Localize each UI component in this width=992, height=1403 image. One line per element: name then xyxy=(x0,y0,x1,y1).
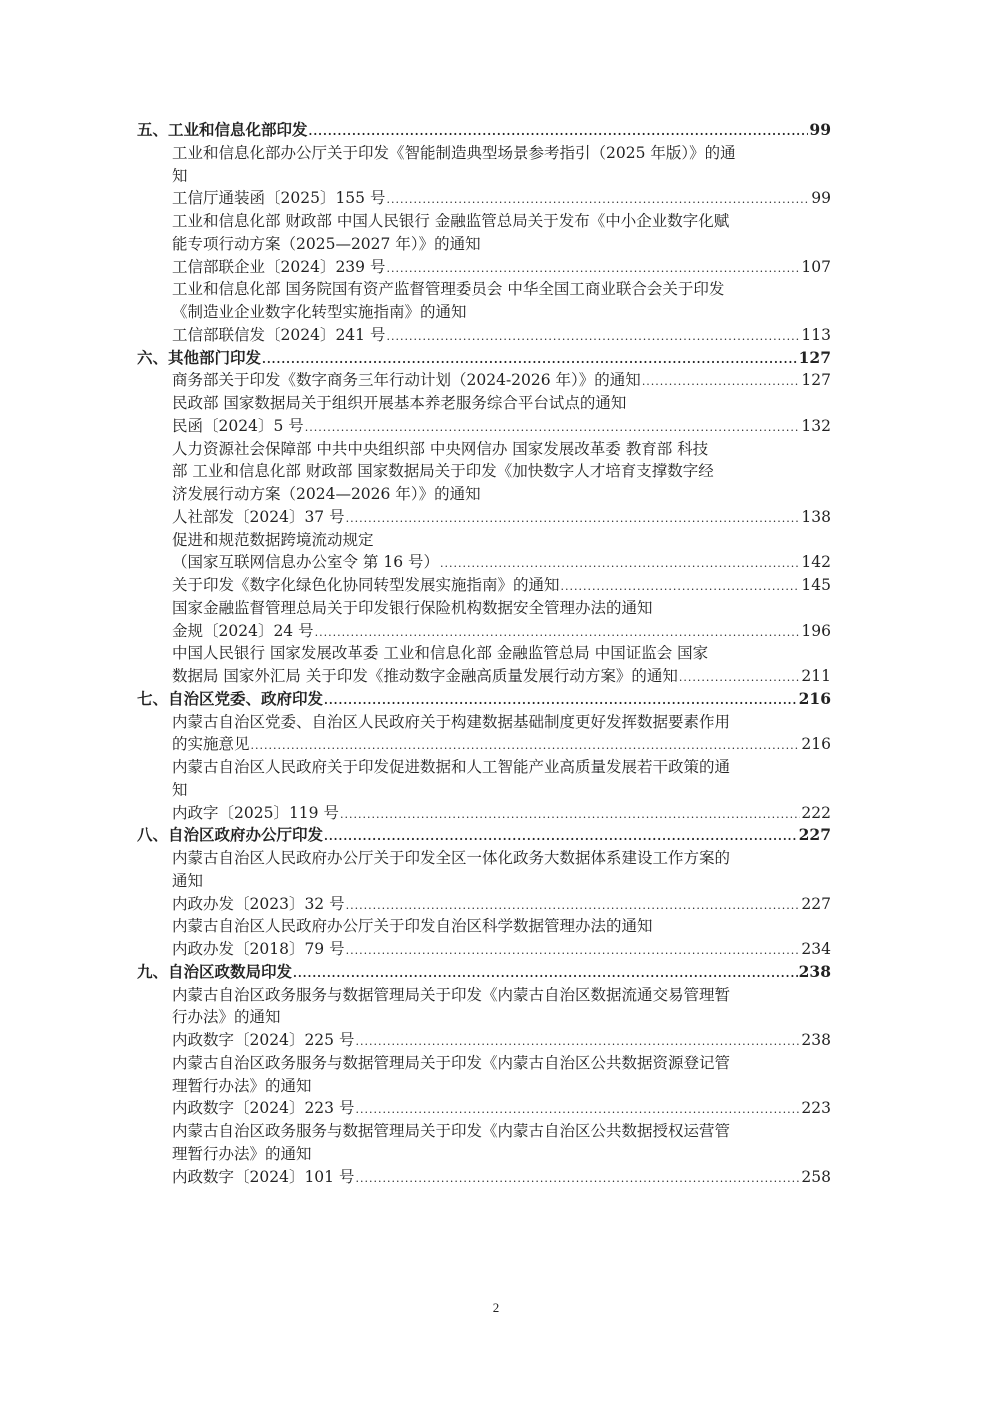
entry-page-number: 222 xyxy=(801,803,831,822)
toc-entry-line[interactable] xyxy=(137,1143,831,1166)
page-number: 2 xyxy=(492,1300,500,1315)
dot-leader xyxy=(315,622,801,645)
dot-leader xyxy=(561,576,801,599)
toc-entry-line[interactable] xyxy=(137,392,831,415)
toc-section-heading[interactable] xyxy=(137,688,831,711)
dot-leader xyxy=(386,326,800,349)
section-page-number: 127 xyxy=(798,347,831,367)
toc-entry-line[interactable] xyxy=(137,802,831,825)
entry-text: 内政数字〔2024〕225 号 xyxy=(172,1031,355,1049)
dot-leader xyxy=(355,1031,800,1054)
toc-entry-line[interactable] xyxy=(137,642,831,665)
entry-text: 知 xyxy=(172,166,188,185)
table-of-contents xyxy=(137,119,831,1188)
entry-text: 行办法》的通知 xyxy=(172,1008,281,1027)
entry-text: 工业和信息化部办公厅关于印发《智能制造典型场景参考指引（2025 年版）》的通 xyxy=(172,143,736,162)
dot-leader xyxy=(355,1168,800,1191)
toc-entry-line[interactable] xyxy=(137,256,831,279)
entry-text: 工业和信息化部 国务院国有资产监督管理委员会 中华全国工商业联合会关于印发 xyxy=(172,280,725,299)
section-title: 七、自治区党委、政府印发 xyxy=(137,688,324,708)
dot-leader xyxy=(346,895,801,918)
entry-text: 国家金融监督管理总局关于印发银行保险机构数据安全管理办法的通知 xyxy=(172,598,653,617)
entry-page-number: 142 xyxy=(801,553,831,572)
entry-text: 内蒙古自治区政务服务与数据管理局关于印发《内蒙古自治区公共数据授权运营管 xyxy=(172,1122,731,1140)
entry-text: 内政数字〔2024〕223 号 xyxy=(172,1099,355,1118)
toc-entry-line[interactable] xyxy=(137,870,831,893)
toc-entry-line[interactable] xyxy=(137,1166,831,1189)
entry-page-number: 113 xyxy=(801,325,831,344)
toc-entry-line[interactable] xyxy=(137,1006,831,1029)
entry-text: 知 xyxy=(172,780,188,799)
entry-text: 商务部关于印发《数字商务三年行动计划（2024-2026 年）》的通知 xyxy=(172,371,641,390)
toc-entry-line[interactable] xyxy=(137,210,831,233)
toc-entry-line[interactable] xyxy=(137,529,831,552)
entry-page-number: 107 xyxy=(801,257,831,276)
entry-text: 内蒙古自治区政务服务与数据管理局关于印发《内蒙古自治区数据流通交易管理暂 xyxy=(172,985,731,1004)
entry-page-number: 223 xyxy=(801,1099,831,1118)
toc-entry-line[interactable] xyxy=(137,847,831,870)
dot-leader xyxy=(262,349,798,372)
entry-text: 理暂行办法》的通知 xyxy=(172,1076,312,1095)
entry-text: （国家互联网信息办公室令 第 16 号） xyxy=(172,553,440,572)
entry-text: 内政字〔2025〕119 号 xyxy=(172,803,339,822)
entry-text: 部 工业和信息化部 财政部 国家数据局关于印发《加快数字人才培育支撑数字经 xyxy=(172,462,714,481)
dot-leader xyxy=(355,1099,800,1122)
entry-text: 金规〔2024〕24 号 xyxy=(172,621,314,640)
toc-section-heading[interactable] xyxy=(137,347,831,370)
section-title: 五、工业和信息化部印发 xyxy=(137,120,308,139)
toc-entry-line[interactable] xyxy=(137,369,831,392)
dot-leader xyxy=(346,940,801,963)
entry-text: 工业和信息化部 财政部 中国人民银行 金融监管总局关于发布《中小企业数字化赋 xyxy=(172,212,730,230)
dot-leader xyxy=(309,121,809,144)
entry-page-number: 138 xyxy=(801,507,831,526)
toc-entry-line[interactable] xyxy=(137,711,831,734)
entry-page-number: 132 xyxy=(801,416,831,435)
toc-entry-line[interactable] xyxy=(137,984,831,1007)
entry-text: 的实施意见 xyxy=(172,735,250,754)
toc-entry-line[interactable] xyxy=(137,620,831,643)
toc-entry-line[interactable] xyxy=(137,915,831,938)
section-title: 八、自治区政府办公厅印发 xyxy=(137,825,324,845)
dot-leader xyxy=(305,417,801,440)
entry-text: 中国人民银行 国家发展改革委 工业和信息化部 金融监管总局 中国证监会 国家 xyxy=(172,644,709,663)
entry-text: 内蒙古自治区党委、自治区人民政府关于构建数据基础制度更好发挥数据要素作用 xyxy=(172,712,731,731)
dot-leader xyxy=(324,690,798,713)
entry-text: 内政办发〔2023〕32 号 xyxy=(172,894,345,913)
toc-entry-line[interactable] xyxy=(137,665,831,688)
entry-page-number: 216 xyxy=(801,735,831,754)
toc-entry-line[interactable] xyxy=(137,165,831,188)
entry-text: 工信部联信发〔2024〕241 号 xyxy=(172,325,386,344)
dot-leader xyxy=(340,804,800,827)
entry-page-number: 127 xyxy=(801,371,831,390)
entry-page-number: 211 xyxy=(801,667,831,685)
section-title: 九、自治区政数局印发 xyxy=(137,961,293,981)
entry-text: 内政办发〔2018〕79 号 xyxy=(172,940,345,958)
entry-page-number: 238 xyxy=(801,1031,831,1049)
entry-page-number: 145 xyxy=(801,576,831,594)
entry-text: 内政数字〔2024〕101 号 xyxy=(172,1167,355,1186)
entry-text: 人力资源社会保障部 中共中央组织部 中央网信办 国家发展改革委 教育部 科技 xyxy=(172,439,709,458)
toc-entry-line[interactable] xyxy=(137,187,831,210)
section-title: 六、其他部门印发 xyxy=(137,347,262,367)
entry-text: 关于印发《数字化绿色化协同转型发展实施指南》的通知 xyxy=(172,576,560,594)
toc-entry-line[interactable] xyxy=(137,1120,831,1143)
toc-section-heading[interactable] xyxy=(137,119,831,142)
entry-text: 济发展行动方案（2024—2026 年）》的通知 xyxy=(172,485,481,503)
toc-entry-line[interactable] xyxy=(137,233,831,256)
dot-leader xyxy=(293,963,798,986)
toc-entry-line[interactable] xyxy=(137,779,831,802)
toc-entry-line[interactable] xyxy=(137,756,831,779)
entry-text: 数据局 国家外汇局 关于印发《推动数字金融高质量发展行动方案》的通知 xyxy=(172,667,678,685)
dot-leader xyxy=(642,371,801,394)
toc-entry-line[interactable] xyxy=(137,1029,831,1052)
toc-entry-line[interactable] xyxy=(137,893,831,916)
toc-entry-line[interactable] xyxy=(137,142,831,165)
toc-entry-line[interactable] xyxy=(137,1075,831,1098)
entry-text: 工信厅通装函〔2025〕155 号 xyxy=(172,189,386,208)
entry-text: 民函〔2024〕5 号 xyxy=(172,416,304,435)
toc-entry-line[interactable] xyxy=(137,483,831,506)
toc-entry-line[interactable] xyxy=(137,733,831,756)
entry-page-number: 196 xyxy=(801,621,831,640)
dot-leader xyxy=(346,508,801,531)
entry-text: 理暂行办法》的通知 xyxy=(172,1144,312,1163)
entry-text: 内蒙古自治区人民政府关于印发促进数据和人工智能产业高质量发展若干政策的通 xyxy=(172,758,731,776)
toc-entry-line[interactable] xyxy=(137,1097,831,1120)
dot-leader xyxy=(386,258,800,281)
section-page-number: 227 xyxy=(798,825,831,845)
entry-text: 能专项行动方案（2025—2027 年）》的通知 xyxy=(172,234,481,253)
entry-text: 通知 xyxy=(172,871,204,890)
toc-entry-line[interactable] xyxy=(137,415,831,438)
toc-entry-line[interactable] xyxy=(137,551,831,574)
toc-entry-line[interactable] xyxy=(137,460,831,483)
entry-text: 内蒙古自治区人民政府办公厅关于印发自治区科学数据管理办法的通知 xyxy=(172,917,653,936)
section-page-number: 99 xyxy=(809,120,831,139)
toc-entry-line[interactable] xyxy=(137,938,831,961)
toc-entry-line[interactable] xyxy=(137,324,831,347)
entry-text: 内蒙古自治区人民政府办公厅关于印发全区一体化政务大数据体系建设工作方案的 xyxy=(172,849,731,867)
entry-text: 促进和规范数据跨境流动规定 xyxy=(172,530,374,549)
entry-text: 人社部发〔2024〕37 号 xyxy=(172,507,345,526)
toc-section-heading[interactable] xyxy=(137,824,831,847)
entry-page-number: 258 xyxy=(801,1167,831,1186)
dot-leader xyxy=(251,735,801,758)
toc-entry-line[interactable] xyxy=(137,278,831,301)
toc-entry-line[interactable] xyxy=(137,438,831,461)
dot-leader xyxy=(324,826,798,849)
entry-page-number: 234 xyxy=(801,940,831,958)
entry-text: 《制造业企业数字化转型实施指南》的通知 xyxy=(172,303,467,321)
entry-page-number: 227 xyxy=(801,894,831,913)
section-page-number: 238 xyxy=(798,961,831,981)
dot-leader xyxy=(386,189,810,212)
toc-entry-line[interactable] xyxy=(137,506,831,529)
entry-text: 内蒙古自治区政务服务与数据管理局关于印发《内蒙古自治区公共数据资源登记管 xyxy=(172,1053,731,1072)
dot-leader xyxy=(440,553,800,576)
toc-entry-line[interactable] xyxy=(137,1052,831,1075)
entry-text: 民政部 国家数据局关于组织开展基本养老服务综合平台试点的通知 xyxy=(172,394,627,412)
entry-page-number: 99 xyxy=(811,189,831,208)
entry-text: 工信部联企业〔2024〕239 号 xyxy=(172,257,386,276)
toc-entry-line[interactable] xyxy=(137,574,831,597)
dot-leader xyxy=(679,667,801,690)
toc-section-heading[interactable] xyxy=(137,961,831,984)
toc-entry-line[interactable] xyxy=(137,597,831,620)
section-page-number: 216 xyxy=(798,688,831,708)
toc-entry-line[interactable] xyxy=(137,301,831,324)
